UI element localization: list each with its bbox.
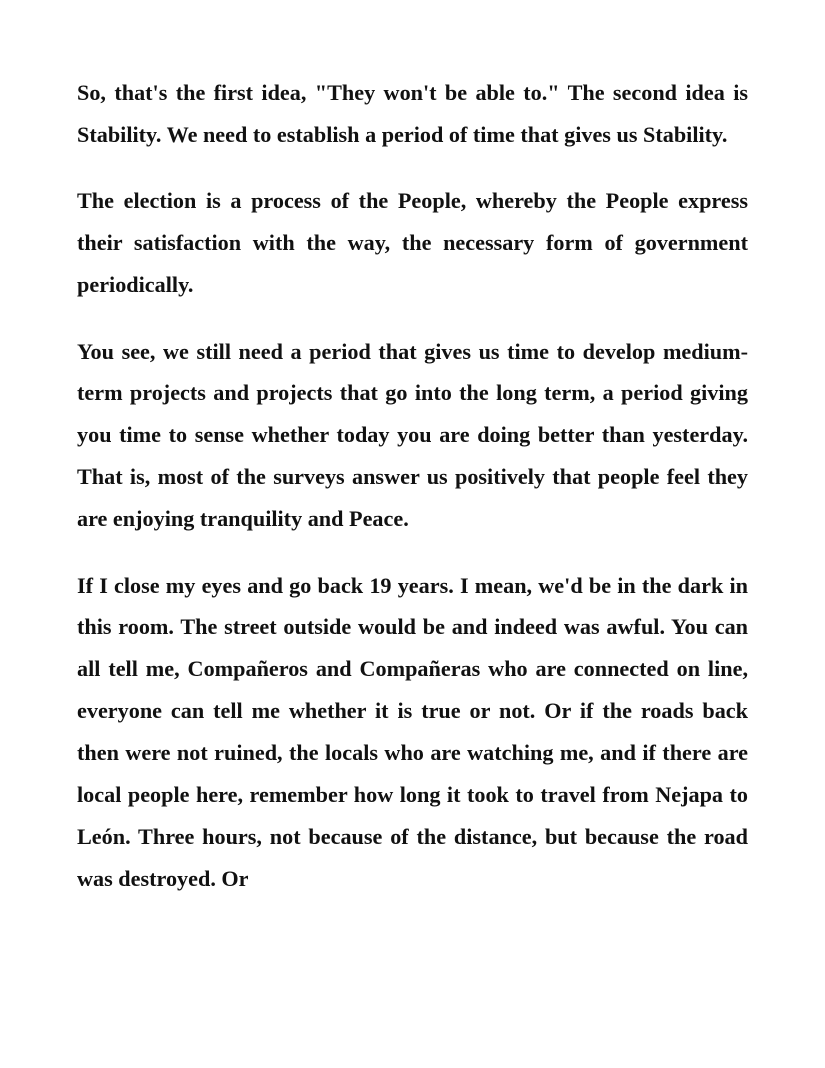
paragraph-nineteen-years-ago: If I close my eyes and go back 19 years. I mean, we'd be in the dark in this room. The street outside would be and indeed was awful. You can all tell me, Compañeros and Compañeras who are connected on line, everyone can tell me whether it is true or not. Or if the roads back then were not ruined, the locals who are watching me, and if there are local people here, remember how long it took to travel from Nejapa to León. Three hours, not because of the distance, but because the road was destroyed. Or bbox=[77, 572, 748, 891]
document-page bbox=[77, 72, 748, 924]
paragraph-first-idea-stability: So, that's the first idea, "They won't be able to." The second idea is Stability. We need to establish a period of time that gives us Stability. bbox=[77, 80, 748, 147]
paragraph-period-development: You see, we still need a period that gives us time to develop medium-term projects and projects that go into the long term, a period giving you time to sense whether today you are doing better than yesterday. That is, most of the surveys answer us positively that people feel they are enjoying tranquility and Peace. bbox=[77, 338, 748, 532]
paragraph-election-process: The election is a process of the People, whereby the People express their satisfaction with the way, the necessary form of government periodically. bbox=[77, 188, 748, 298]
